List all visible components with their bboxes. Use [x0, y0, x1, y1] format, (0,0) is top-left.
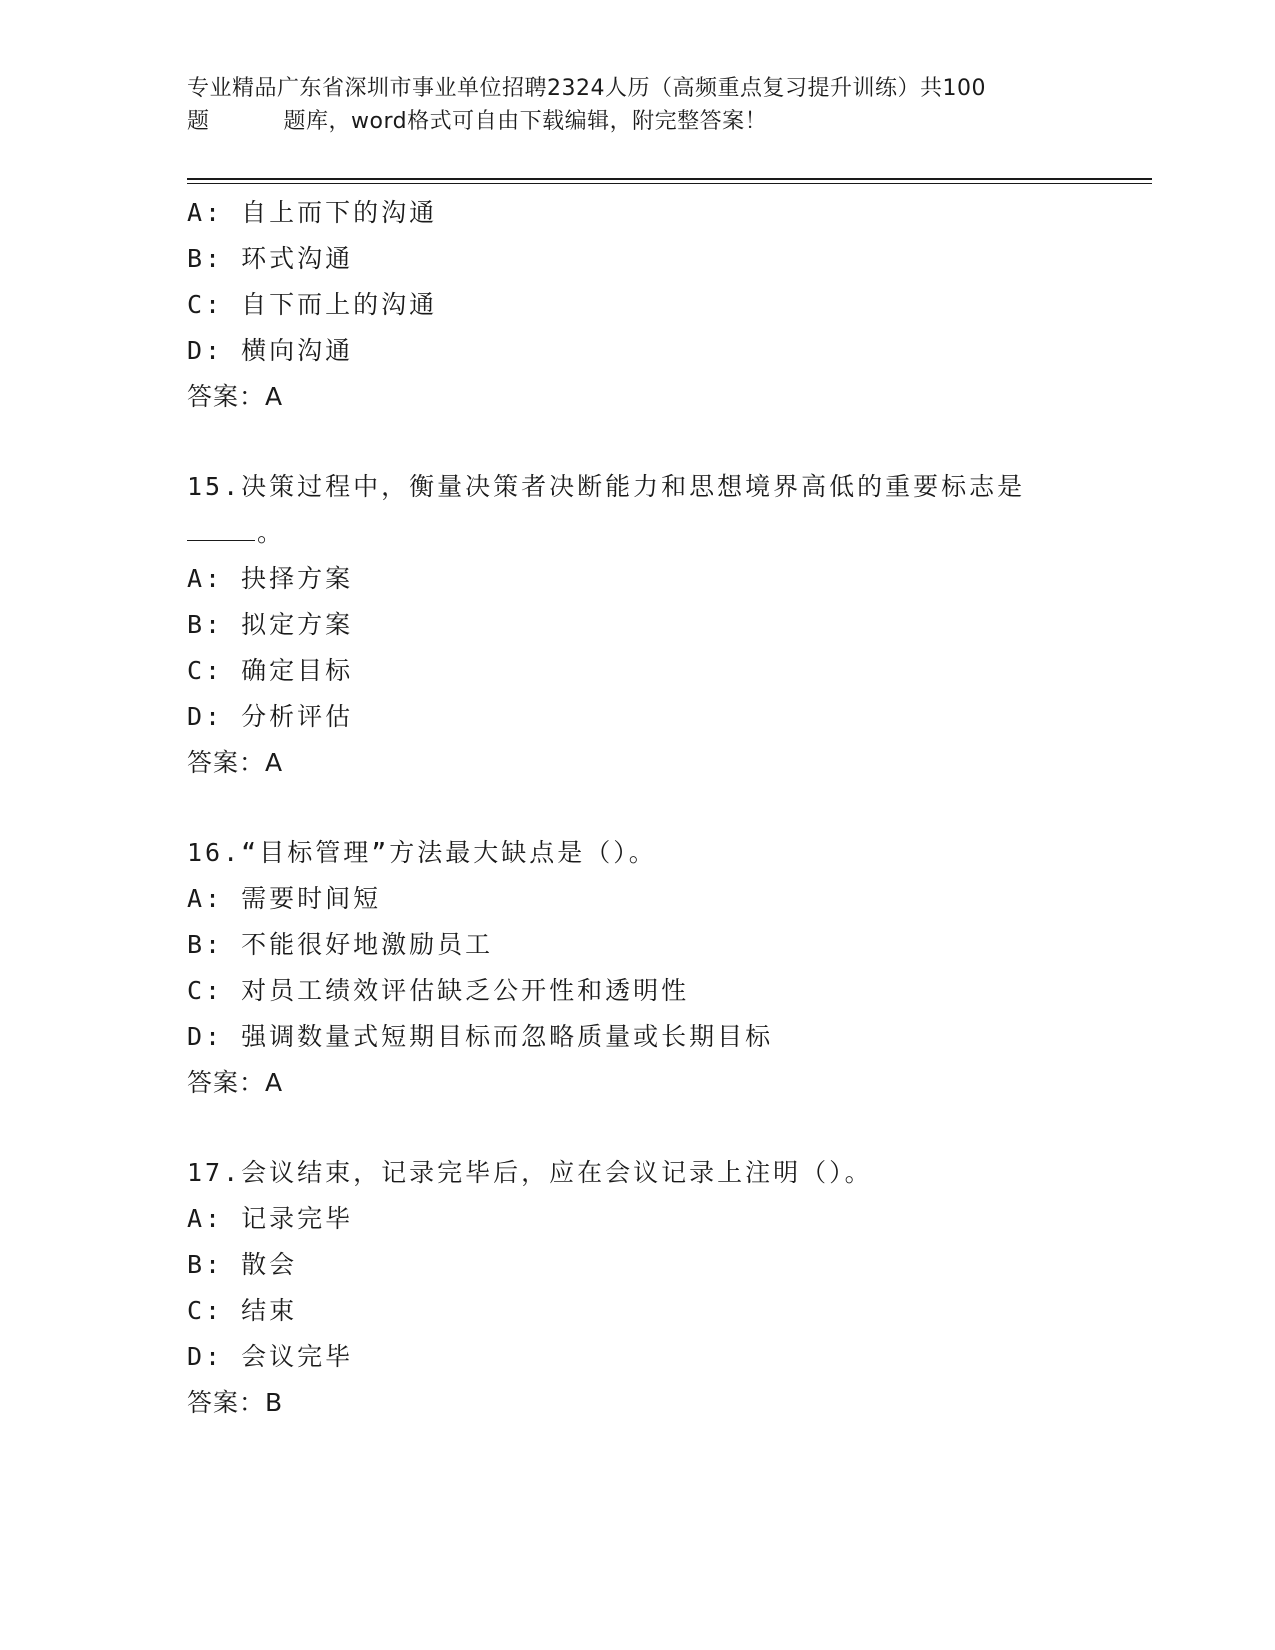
option-a: A: 记录完毕 — [187, 1204, 354, 1233]
question-stem: 16.“目标管理”方法最大缺点是（）。 — [187, 838, 657, 867]
fill-in-blank — [187, 540, 255, 541]
header-divider-thin — [187, 183, 1152, 184]
spacer — [187, 786, 1152, 830]
stem-end-punctuation: 。 — [257, 518, 286, 547]
header-title-line1: 专业精品广东省深圳市事业单位招聘2324人历（高频重点复习提升训练）共100 — [187, 76, 986, 101]
option-b: B: 拟定方案 — [187, 610, 354, 639]
option-c: C: 对员工绩效评估缺乏公开性和透明性 — [187, 976, 690, 1005]
option-c: C: 确定目标 — [187, 656, 354, 685]
question-stem: 17.会议结束，记录完毕后，应在会议记录上注明（）。 — [187, 1158, 873, 1187]
question-list — [187, 190, 1152, 1426]
option-d: D: 会议完毕 — [187, 1342, 354, 1371]
document-header — [187, 72, 1087, 138]
answer: 答案：A — [187, 382, 284, 411]
option-b: B: 不能很好地激励员工 — [187, 930, 494, 959]
question-block-16 — [187, 830, 1152, 1106]
question-block-14 — [187, 190, 1152, 420]
option-b: B: 环式沟通 — [187, 244, 354, 273]
option-c: C: 自下而上的沟通 — [187, 290, 438, 319]
option-c: C: 结束 — [187, 1296, 298, 1325]
answer: 答案：A — [187, 748, 284, 777]
option-b: B: 散会 — [187, 1250, 298, 1279]
header-title-line2-tail: 题库，word格式可自由下载编辑，附完整答案！ — [283, 109, 768, 134]
header-title-line2-head: 题 — [187, 109, 210, 134]
spacer — [187, 420, 1152, 464]
answer: 答案：A — [187, 1068, 284, 1097]
option-a: A: 自上而下的沟通 — [187, 198, 438, 227]
option-d: D: 分析评估 — [187, 702, 354, 731]
header-divider-thick — [187, 178, 1152, 180]
question-stem: 15.决策过程中，衡量决策者决断能力和思想境界高低的重要标志是 — [187, 472, 1026, 501]
question-block-15 — [187, 464, 1152, 786]
spacer — [187, 1106, 1152, 1150]
option-d: D: 横向沟通 — [187, 336, 354, 365]
answer: 答案：B — [187, 1388, 284, 1417]
option-a: A: 需要时间短 — [187, 884, 382, 913]
question-block-17 — [187, 1150, 1152, 1426]
question-stem-continuation — [187, 510, 1152, 556]
option-a: A: 抉择方案 — [187, 564, 354, 593]
option-d: D: 强调数量式短期目标而忽略质量或长期目标 — [187, 1022, 774, 1051]
header-title-line2 — [187, 105, 1087, 138]
